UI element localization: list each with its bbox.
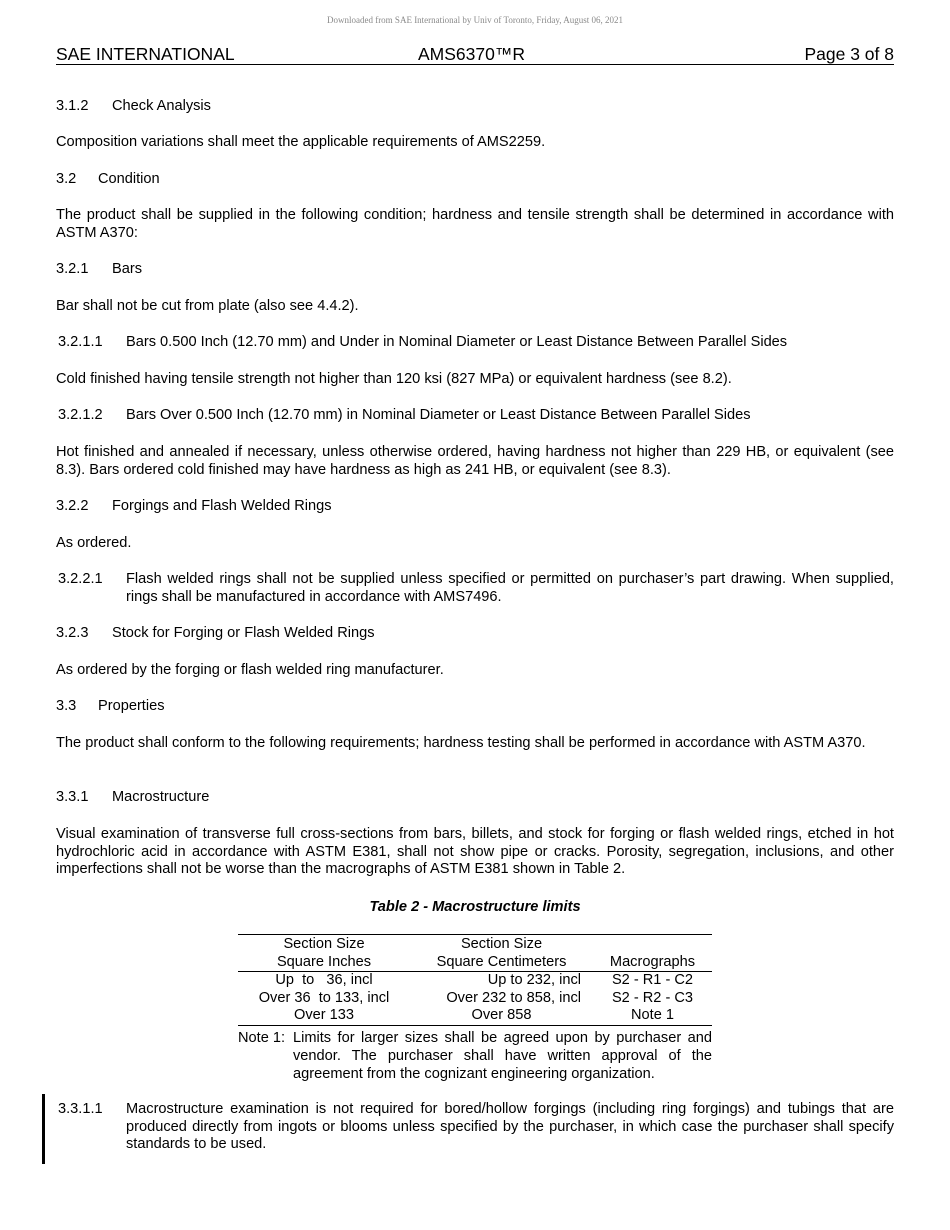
table-cell-macrograph: S2 - R1 - C2 (611, 972, 694, 988)
section-text: Flash welded rings shall not be supplied unless specified or permitted on purchaser’s part drawing. When supplied, rings shall be manufactured in accordance with AMS7496. (126, 571, 894, 605)
section-number: 3.3 (56, 698, 77, 714)
header-organization: SAE INTERNATIONAL (56, 44, 235, 64)
note-label: Note 1: (238, 1030, 286, 1046)
section-3-2-text: The product shall be supplied in the following condition; hardness and tensile strength shall be determined in accordance with ASTM A370: (56, 207, 894, 241)
page-header (56, 44, 894, 65)
section-title: Bars (112, 261, 143, 277)
table-cell-cm: Up to 232, incl (487, 972, 581, 988)
section-3-3-heading (56, 698, 894, 716)
section-3-2-1-text: Bar shall not be cut from plate (also see 4.4.2). (56, 298, 359, 314)
header-cell: Square Centimeters (410, 954, 593, 972)
table-caption: Table 2 - Macrostructure limits (369, 899, 581, 915)
header-cell: Section Size (410, 935, 593, 954)
section-3-1-2-text: Composition variations shall meet the applicable requirements of AMS2259. (56, 134, 546, 150)
table-cell-inches: Up to 36, incl (275, 972, 373, 988)
section-title: Properties (98, 698, 165, 714)
section-title: Macrostructure (112, 789, 210, 805)
header-page-number: Page 3 of 8 (804, 44, 894, 64)
section-3-2-2-text: As ordered. (56, 535, 132, 551)
section-3-2-2-1 (58, 571, 894, 606)
table-header-row (238, 935, 712, 954)
macrostructure-table (238, 934, 712, 1026)
header-cell (593, 935, 712, 954)
section-number: 3.3.1 (56, 789, 89, 805)
section-number: 3.1.2 (56, 98, 89, 114)
section-3-2-heading (56, 171, 894, 189)
section-3-3-1-1 (58, 1101, 894, 1154)
section-number: 3.2.2.1 (58, 571, 103, 587)
section-number: 3.2.2 (56, 498, 89, 514)
section-3-2-3-text: As ordered by the forging or flash welded ring manufacturer. (56, 662, 444, 678)
section-title: Stock for Forging or Flash Welded Rings (112, 625, 375, 641)
section-3-3-text: The product shall conform to the following requirements; hardness testing shall be performed in accordance with ASTM A370. (56, 735, 866, 751)
section-3-2-1-2-text: Hot finished and annealed if necessary, unless otherwise ordered, having hardness not higher than 229 HB, or equivalent (see 8.3). Bars ordered cold finished may have hardness as high as 241 HB, or equivalent (see 8.3). (56, 444, 894, 478)
section-3-2-1-1-heading (58, 334, 894, 352)
note-text: Limits for larger sizes shall be agreed upon by purchaser and vendor. The purchaser shall have written approval of the agreement from the cognizant engineering organization. (293, 1030, 712, 1082)
section-3-3-1-text: Visual examination of transverse full cross-sections from bars, billets, and stock for forging or flash welded rings, etched in hot hydrochloric acid in accordance with ASTM E381, shall not show pipe or cracks. Porosity, segregation, inclusions, and other imperfections shall not be worse than the macrographs of ASTM E381 shown in Table 2. (56, 826, 894, 877)
table-cell-cm: Over 858 (410, 1007, 593, 1025)
section-number: 3.2.3 (56, 625, 89, 641)
table-cell-inches: Over 133 (238, 1007, 410, 1025)
section-number: 3.2.1 (56, 261, 89, 277)
section-number: 3.2.1.2 (58, 407, 103, 423)
header-document-number: AMS6370™R (418, 44, 525, 64)
section-title: Forgings and Flash Welded Rings (112, 498, 332, 514)
section-3-2-1-2-heading (58, 407, 894, 425)
header-cell: Square Inches (238, 954, 410, 972)
table-row (238, 972, 712, 990)
header-cell: Section Size (238, 935, 410, 954)
section-title: Condition (98, 171, 160, 187)
section-3-2-1-1-text: Cold finished having tensile strength not higher than 120 ksi (827 MPa) or equivalent hardness (see 8.2). (56, 371, 732, 387)
table-row (238, 1007, 712, 1025)
table-cell-macrograph: Note 1 (593, 1007, 712, 1025)
section-number: 3.2.1.1 (58, 334, 103, 350)
section-number: 3.3.1.1 (58, 1101, 103, 1117)
section-3-2-2-heading (56, 498, 894, 516)
table-header-row (238, 954, 712, 972)
header-cell: Macrographs (593, 954, 712, 972)
table-cell-macrograph: S2 - R2 - C3 (611, 989, 694, 1006)
table-row (238, 990, 712, 1008)
revision-bar (42, 1094, 45, 1164)
table-cell-inches: Over 36 to 133, incl (258, 989, 390, 1006)
table-note (238, 1029, 712, 1083)
section-3-2-3-heading (56, 625, 894, 643)
section-3-1-2-heading (56, 98, 894, 116)
section-title: Bars 0.500 Inch (12.70 mm) and Under in Nominal Diameter or Least Distance Between Parallel Sides (126, 334, 788, 350)
section-3-2-1-heading (56, 261, 894, 279)
section-title: Bars Over 0.500 Inch (12.70 mm) in Nominal Diameter or Least Distance Between Parallel Sides (126, 407, 751, 423)
section-text: Macrostructure examination is not required for bored/hollow forgings (including ring forgings) and tubings that are produced directly from ingots or blooms unless specified by the purchaser, in which case the purchaser shall specify standards to be used. (126, 1101, 894, 1152)
section-3-3-1-heading (56, 789, 894, 807)
download-watermark: Downloaded from SAE International by Univ of Toronto, Friday, August 06, 2021 (326, 15, 624, 25)
section-title: Check Analysis (112, 98, 211, 114)
section-number: 3.2 (56, 171, 77, 187)
table-cell-cm: Over 232 to 858, incl (446, 989, 581, 1006)
